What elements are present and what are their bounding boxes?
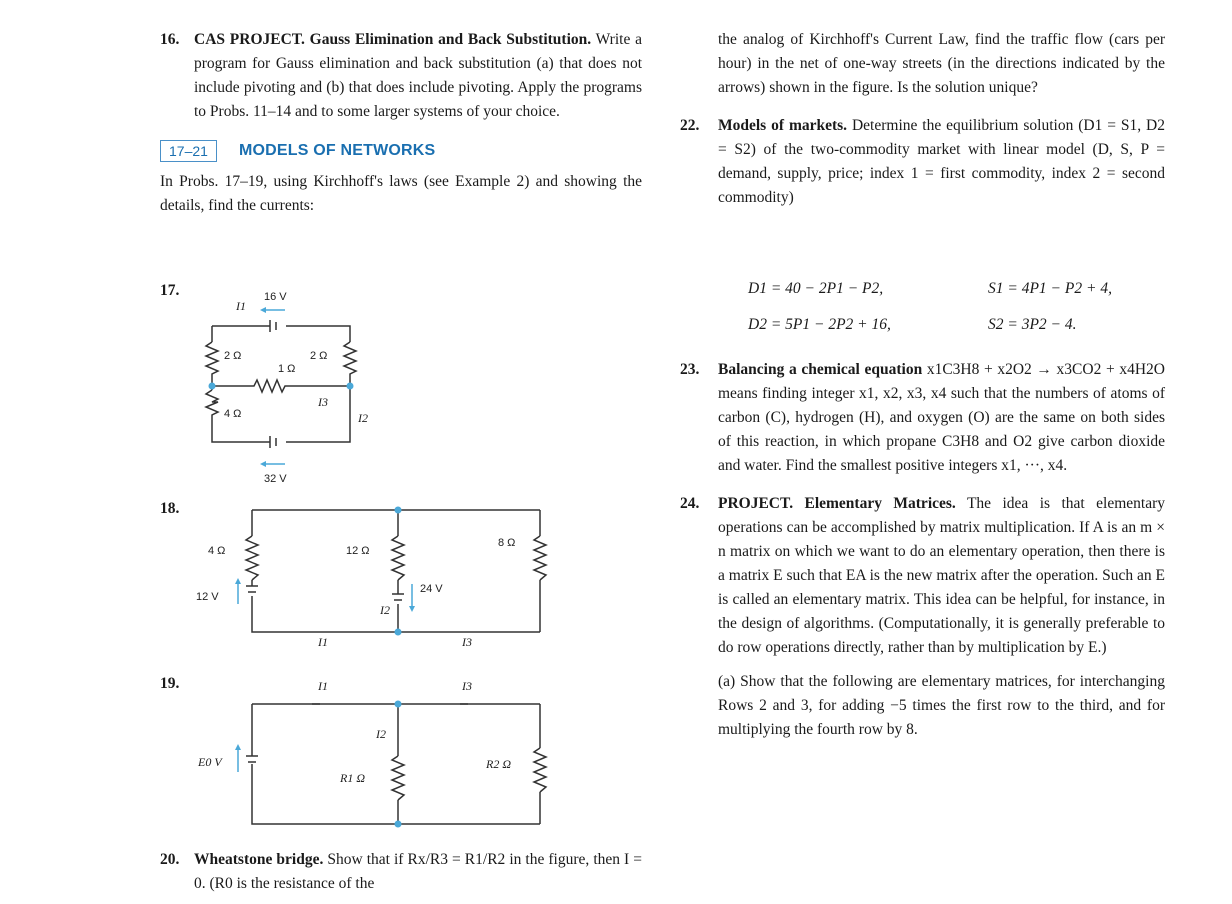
problem-number: 16. <box>160 31 180 48</box>
problem-16 <box>160 28 642 124</box>
label-8ohm: 8 Ω <box>498 537 516 549</box>
equation-d1: D1 = 40 − 2P1 − P2, <box>748 280 884 297</box>
label-i3: I3 <box>462 635 472 649</box>
label-i1: I1 <box>318 679 328 693</box>
problem-number: 20. <box>160 851 180 868</box>
problem-19-number: 19. <box>160 675 180 692</box>
circuit-19 <box>190 676 570 836</box>
problem-title: Balancing a chemical equation <box>718 361 923 378</box>
label-i2: I2 <box>376 727 386 741</box>
label-24v: 24 V <box>420 583 443 595</box>
problem-number: 24. <box>680 495 700 512</box>
label-i1: I1 <box>318 635 328 649</box>
problem-body: The idea is that elementary operations can be accomplished by matrix multiplication. If A is an m × n matrix on which we want to do an elementary operation, then there is a matrix E such that EA is the new matrix after the operation. Such an E is called an elementary matrix. This idea can be helpful, for instance, in the design of algorithms. (Computationally, it is generally preferable to do row operations directly, rather than by multiplication by E.) <box>718 495 1165 656</box>
problem-title: PROJECT. Elementary Matrices. <box>718 495 956 512</box>
right-column-lower <box>680 358 1165 742</box>
label-r2: R2 Ω <box>486 757 512 771</box>
problem-title: Models of markets. <box>718 117 848 134</box>
problem-22 <box>680 114 1165 210</box>
problem-title: Wheatstone bridge. <box>194 851 324 868</box>
equation-s1: S1 = 4P1 − P2 + 4, <box>988 280 1112 297</box>
section-intro: In Probs. 17–19, using Kirchhoff's laws (see Example 2) and showing the details, find the currents: <box>160 173 642 214</box>
problem-title: CAS PROJECT. Gauss Elimination and Back Substitution. <box>194 31 592 48</box>
problem-body: x1C3H8 + x2O2 → x3CO2 + x4H2O means finding integer x1, x2, x3, x4 such that the numbers of atoms of carbon (C), hydrogen (H), and oxygen (O) are the same on both sides of this reaction, in which propane C3H8 and O2 give carbon dioxide and water. Find the smallest positive integers x1, ···, x4. <box>718 361 1165 474</box>
section-heading <box>160 140 642 162</box>
label-e0: E0 V <box>198 755 222 769</box>
label-r1: R1 Ω <box>340 771 366 785</box>
label-i3: I3 <box>318 395 328 409</box>
equation-d2: D2 = 5P1 − 2P2 + 16, <box>748 316 891 333</box>
left-column <box>160 28 642 218</box>
problem-body: Write a program for Gauss elimination and back substitution (a) that does not include pivoting and (b) that does include pivoting. Apply the programs to Probs. 11–14 and to some larger systems of your choice. <box>194 31 643 120</box>
label-i2: I2 <box>380 603 390 617</box>
circuit-17 <box>190 282 390 492</box>
label-1ohm: 1 Ω <box>278 363 296 375</box>
label-4ohm: 4 Ω <box>224 408 242 420</box>
problem-18-number: 18. <box>160 500 180 517</box>
section-range: 17–21 <box>160 140 217 162</box>
right-column <box>680 28 1165 210</box>
problem-number: 22. <box>680 117 700 134</box>
label-32v: 32 V <box>264 473 287 485</box>
label-2ohm-right: 2 Ω <box>310 350 328 362</box>
label-i2: I2 <box>358 411 368 425</box>
problem-body: Show that if Rx/R3 = R1/R2 in the figure, then I = 0. (R0 is the resistance of the <box>194 851 642 892</box>
problem-number: 23. <box>680 361 700 378</box>
problem-body: Determine the equilibrium solution (D1 = S1, D2 = S2) of the two-commodity market with linear model (D, S, P = demand, supply, price; index 1 = first commodity, index 2 = second commodity) <box>718 117 1165 206</box>
label-12v: 12 V <box>196 591 219 603</box>
problem-23 <box>680 358 1165 478</box>
circuit-18 <box>190 496 570 666</box>
label-2ohm-left: 2 Ω <box>224 350 242 362</box>
section-title: MODELS OF NETWORKS <box>238 142 436 159</box>
label-16v: 16 V <box>264 291 287 303</box>
label-i1: I1 <box>236 299 246 313</box>
problem-24 <box>680 492 1165 660</box>
label-4ohm: 4 Ω <box>208 545 226 557</box>
problem-20 <box>160 848 642 896</box>
problem-17-number: 17. <box>160 282 180 299</box>
equation-s2: S2 = 3P2 − 4. <box>988 316 1077 333</box>
label-i3: I3 <box>462 679 472 693</box>
problem-24-part-a: (a) Show that the following are elementary matrices, for interchanging Rows 2 and 3, for adding −5 times the first row to the third, and for multiplying the fourth row by 8. <box>718 673 1165 738</box>
label-12ohm: 12 Ω <box>346 545 370 557</box>
problem-21-continuation: the analog of Kirchhoff's Current Law, find the traffic flow (cars per hour) in the net of one-way streets (in the directions indicated by the arrows) shown in the figure. Is the solution unique? <box>718 31 1165 96</box>
